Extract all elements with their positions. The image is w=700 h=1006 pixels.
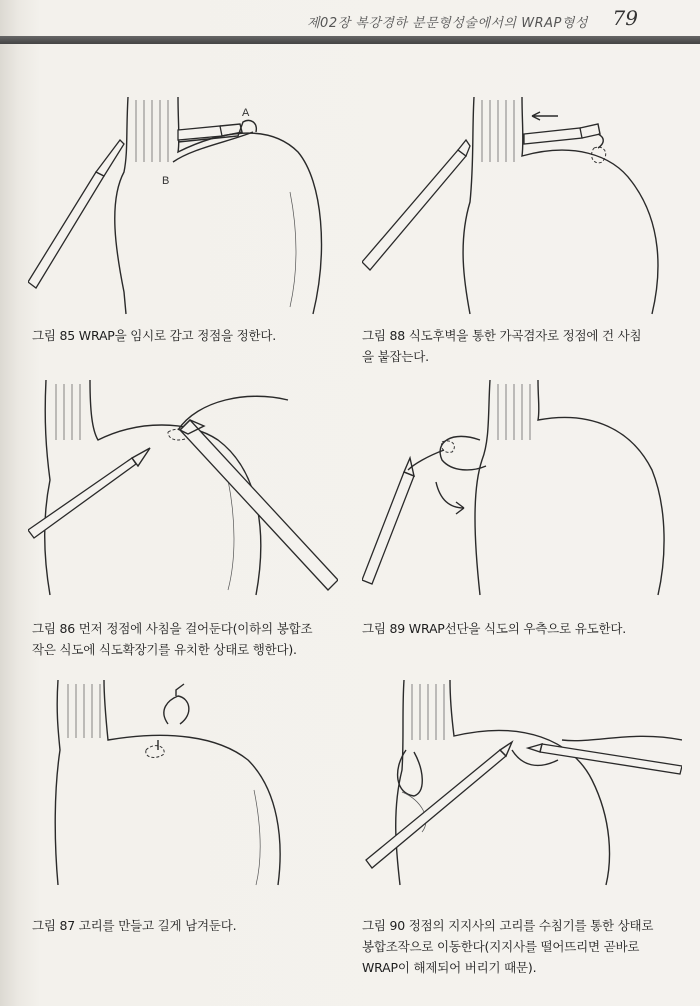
figure-89-illustration (362, 380, 672, 600)
figure-90-illustration (362, 680, 682, 890)
caption-figure-86: 그림 86 먼저 정점에 사침을 걸어둔다(이하의 봉합조 작은 식도에 식도확장기를 유치한 상태로 행한다). (32, 621, 313, 657)
caption-figure-87: 그림 87 고리를 만들고 길게 남겨둔다. (32, 918, 237, 933)
figure-88-illustration (362, 92, 672, 317)
page-header (0, 0, 700, 48)
caption-figure-90: 그림 90 정점의 지지사의 고리를 수침기를 통한 상태로 봉합조작으로 이동한다(지지사를 떨어뜨리면 곧바로 WRAP이 해제되어 버리기 때문). (362, 918, 654, 975)
caption-figure-89: 그림 89 WRAP선단을 식도의 우측으로 유도한다. (362, 621, 626, 636)
figure-86-illustration (28, 380, 338, 600)
figure-85-illustration (28, 92, 328, 317)
page-number: 79 (612, 6, 638, 30)
header-rule (0, 36, 700, 44)
label-b: B (162, 175, 170, 187)
caption-figure-85: 그림 85 WRAP을 임시로 감고 정점을 정한다. (32, 328, 276, 343)
figure-87-illustration (28, 680, 328, 890)
label-a: A (242, 107, 250, 119)
caption-figure-88: 그림 88 식도후벽을 통한 가곡겸자로 정점에 건 사침 을 붙잡는다. (362, 328, 642, 364)
chapter-title: 제02장 복강경하 분문형성술에서의 WRAP형성 (307, 16, 588, 31)
